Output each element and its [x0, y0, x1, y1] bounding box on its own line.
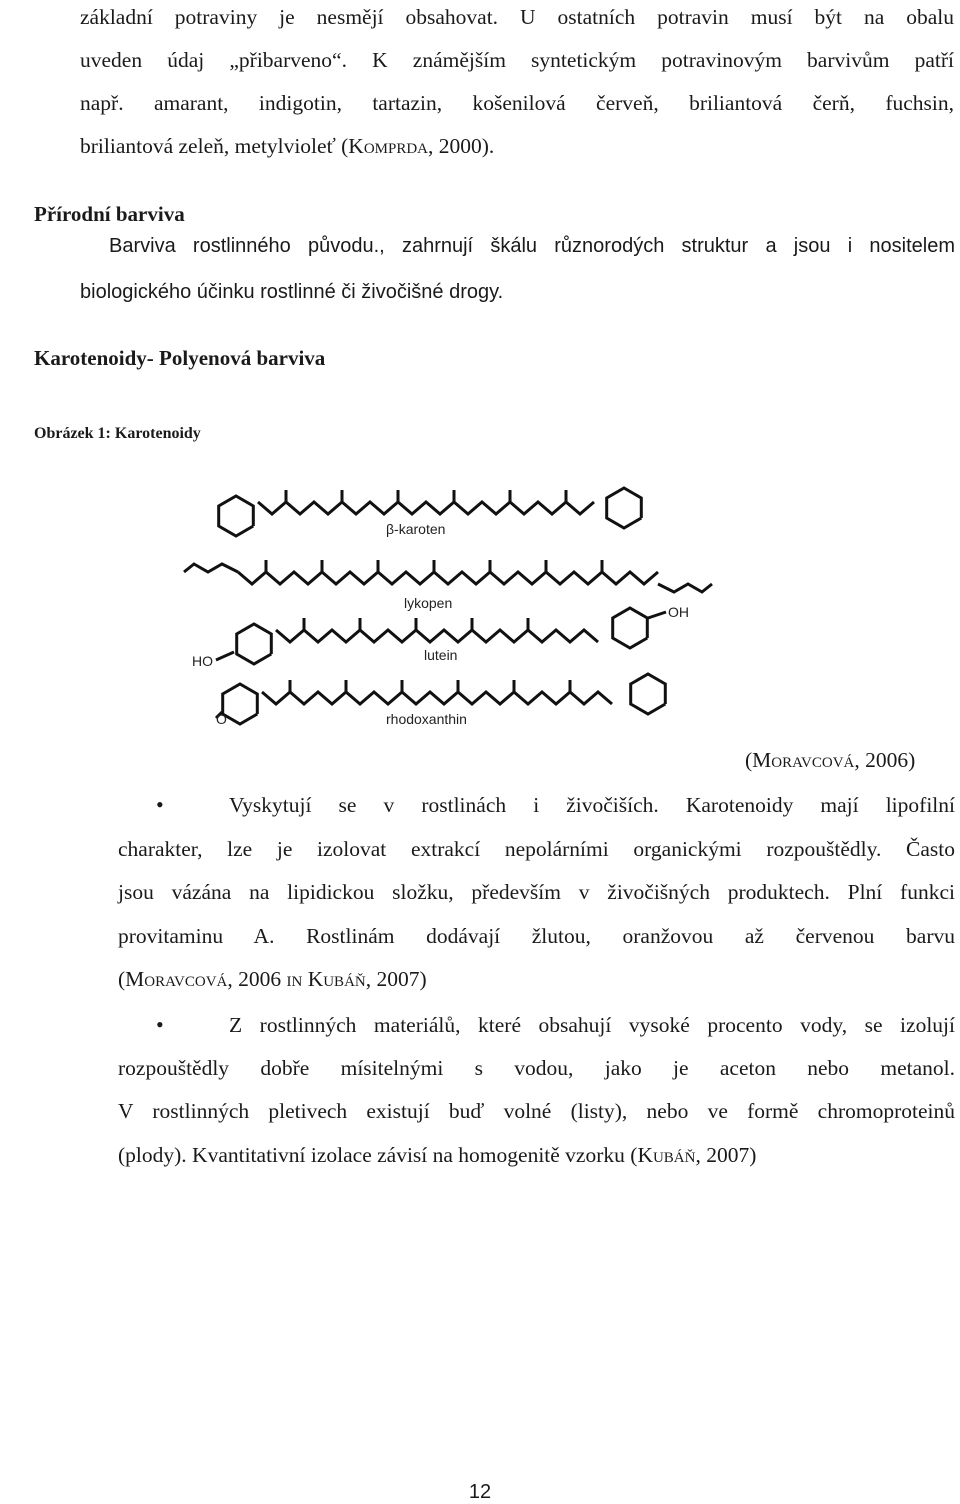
end-ring-left-3 — [223, 684, 258, 724]
bullet1-cite-tail: , 2007) — [365, 967, 427, 991]
bullet2-line-1: Z rostlinných materiálů, které obsahují vysoké procento vody, se izolují — [229, 1013, 955, 1037]
bullet2-line-2: rozpouštědly dobře mísitelnými s vodou, jako je aceton nebo metanol. — [118, 1056, 955, 1080]
lutein-ho-label: HO — [192, 653, 213, 669]
bullet2-line-3: V rostlinných pletivech existují buď volné (listy), nebo ve formě chromoproteinů — [118, 1099, 955, 1123]
end-ring-right-0 — [607, 488, 642, 528]
bullet-marker-1: • — [156, 792, 164, 817]
bullet2-line-4-tail: , 2007) — [695, 1143, 757, 1167]
bullet1-line-1: Vyskytují se v rostlinách i živočiších. Karotenoidy mají lipofilní — [229, 793, 955, 817]
polyene-chain-1 — [238, 572, 658, 584]
page-number: 12 — [468, 1481, 492, 1503]
bullet1-line-3: jsou vázána na lipidickou složku, především v živočišných produktech. Plní funkci — [118, 880, 955, 904]
end-ring-right-3 — [631, 674, 666, 714]
intro-line-4 — [80, 136, 494, 158]
bullet1-cite-in: in — [286, 967, 303, 991]
bullet1-cite-open: ( — [118, 967, 126, 991]
molecule-label-beta-carotene: β-karoten — [386, 521, 446, 537]
intro-line-4-tail: , 2000). — [428, 134, 495, 158]
lycopene-end-right — [658, 584, 712, 592]
citation-kuban: Kubáň — [307, 967, 366, 991]
intro-line-2: uveden údaj „přibarveno“. K známějším syntetickým potravinovým barvivům patří — [80, 48, 954, 72]
bullet1-line-4: provitaminu A. Rostlinám dodávají žlutou, oranžovou až červenou barvu — [118, 924, 955, 948]
citation-kuban-2: Kubáň — [637, 1143, 696, 1167]
figure-source-tail: , 2006) — [854, 748, 916, 772]
end-ring-left-0 — [219, 496, 254, 536]
lutein-oh-bond — [648, 612, 666, 618]
molecule-label-lutein: lutein — [424, 647, 458, 663]
end-ring-left-2 — [237, 624, 272, 664]
lutein-ho-bond — [216, 652, 234, 660]
polyene-chain-2 — [276, 630, 598, 642]
end-ring-right-2 — [613, 608, 648, 648]
section-heading-carotenoids: Karotenoidy- Polyenová barviva — [34, 346, 326, 370]
figure-source — [745, 750, 915, 772]
figure-caption: Obrázek 1: Karotenoidy — [34, 425, 201, 442]
section-heading-natural-dyes: Přírodní barviva — [34, 202, 185, 226]
lutein-oh-label: OH — [668, 604, 689, 620]
carotenoid-structures-figure — [178, 468, 718, 740]
natural-line-2: biologického účinku rostlinné či živočišné drogy. — [80, 281, 504, 303]
molecule-label-lycopene: lykopen — [404, 595, 453, 611]
citation-moravcova-2: Moravcová — [125, 967, 228, 991]
bullet-marker-2: • — [156, 1012, 164, 1037]
bullet1-line-2: charakter, lze je izolovat extrakcí nepolárními organickými rozpouštědly. Často — [118, 837, 955, 861]
rhodoxanthin-o-label: O — [216, 711, 227, 727]
figure-source-open: ( — [745, 748, 753, 772]
bullet1-citation — [118, 969, 427, 991]
intro-line-4-text: briliantová zeleň, metylvioleť ( — [80, 134, 349, 158]
bullet1-cite-year: , 2006 — [227, 967, 287, 991]
molecule-label-rhodoxanthin: rhodoxanthin — [386, 711, 467, 727]
citation-moravcova: Moravcová — [752, 748, 855, 772]
citation-komprda: Komprda — [348, 134, 429, 158]
carotenoid-structures-svg — [178, 468, 718, 740]
intro-line-3: např. amarant, indigotin, tartazin, košenilová červeň, briliantová čerň, fuchsin, — [80, 91, 954, 115]
natural-line-1: Barviva rostlinného původu., zahrnují škálu různorodých struktur a jsou i nositelem — [109, 235, 955, 257]
polyene-chain-0 — [258, 502, 594, 514]
bullet2-line-4 — [118, 1145, 756, 1167]
lycopene-end-left — [184, 564, 238, 572]
intro-line-1: základní potraviny je nesmějí obsahovat. U ostatních potravin musí být na obalu — [80, 5, 954, 29]
polyene-chain-3 — [262, 692, 612, 704]
bullet2-line-4-text: (plody). Kvantitativní izolace závisí na homogenitě vzorku ( — [118, 1143, 638, 1167]
